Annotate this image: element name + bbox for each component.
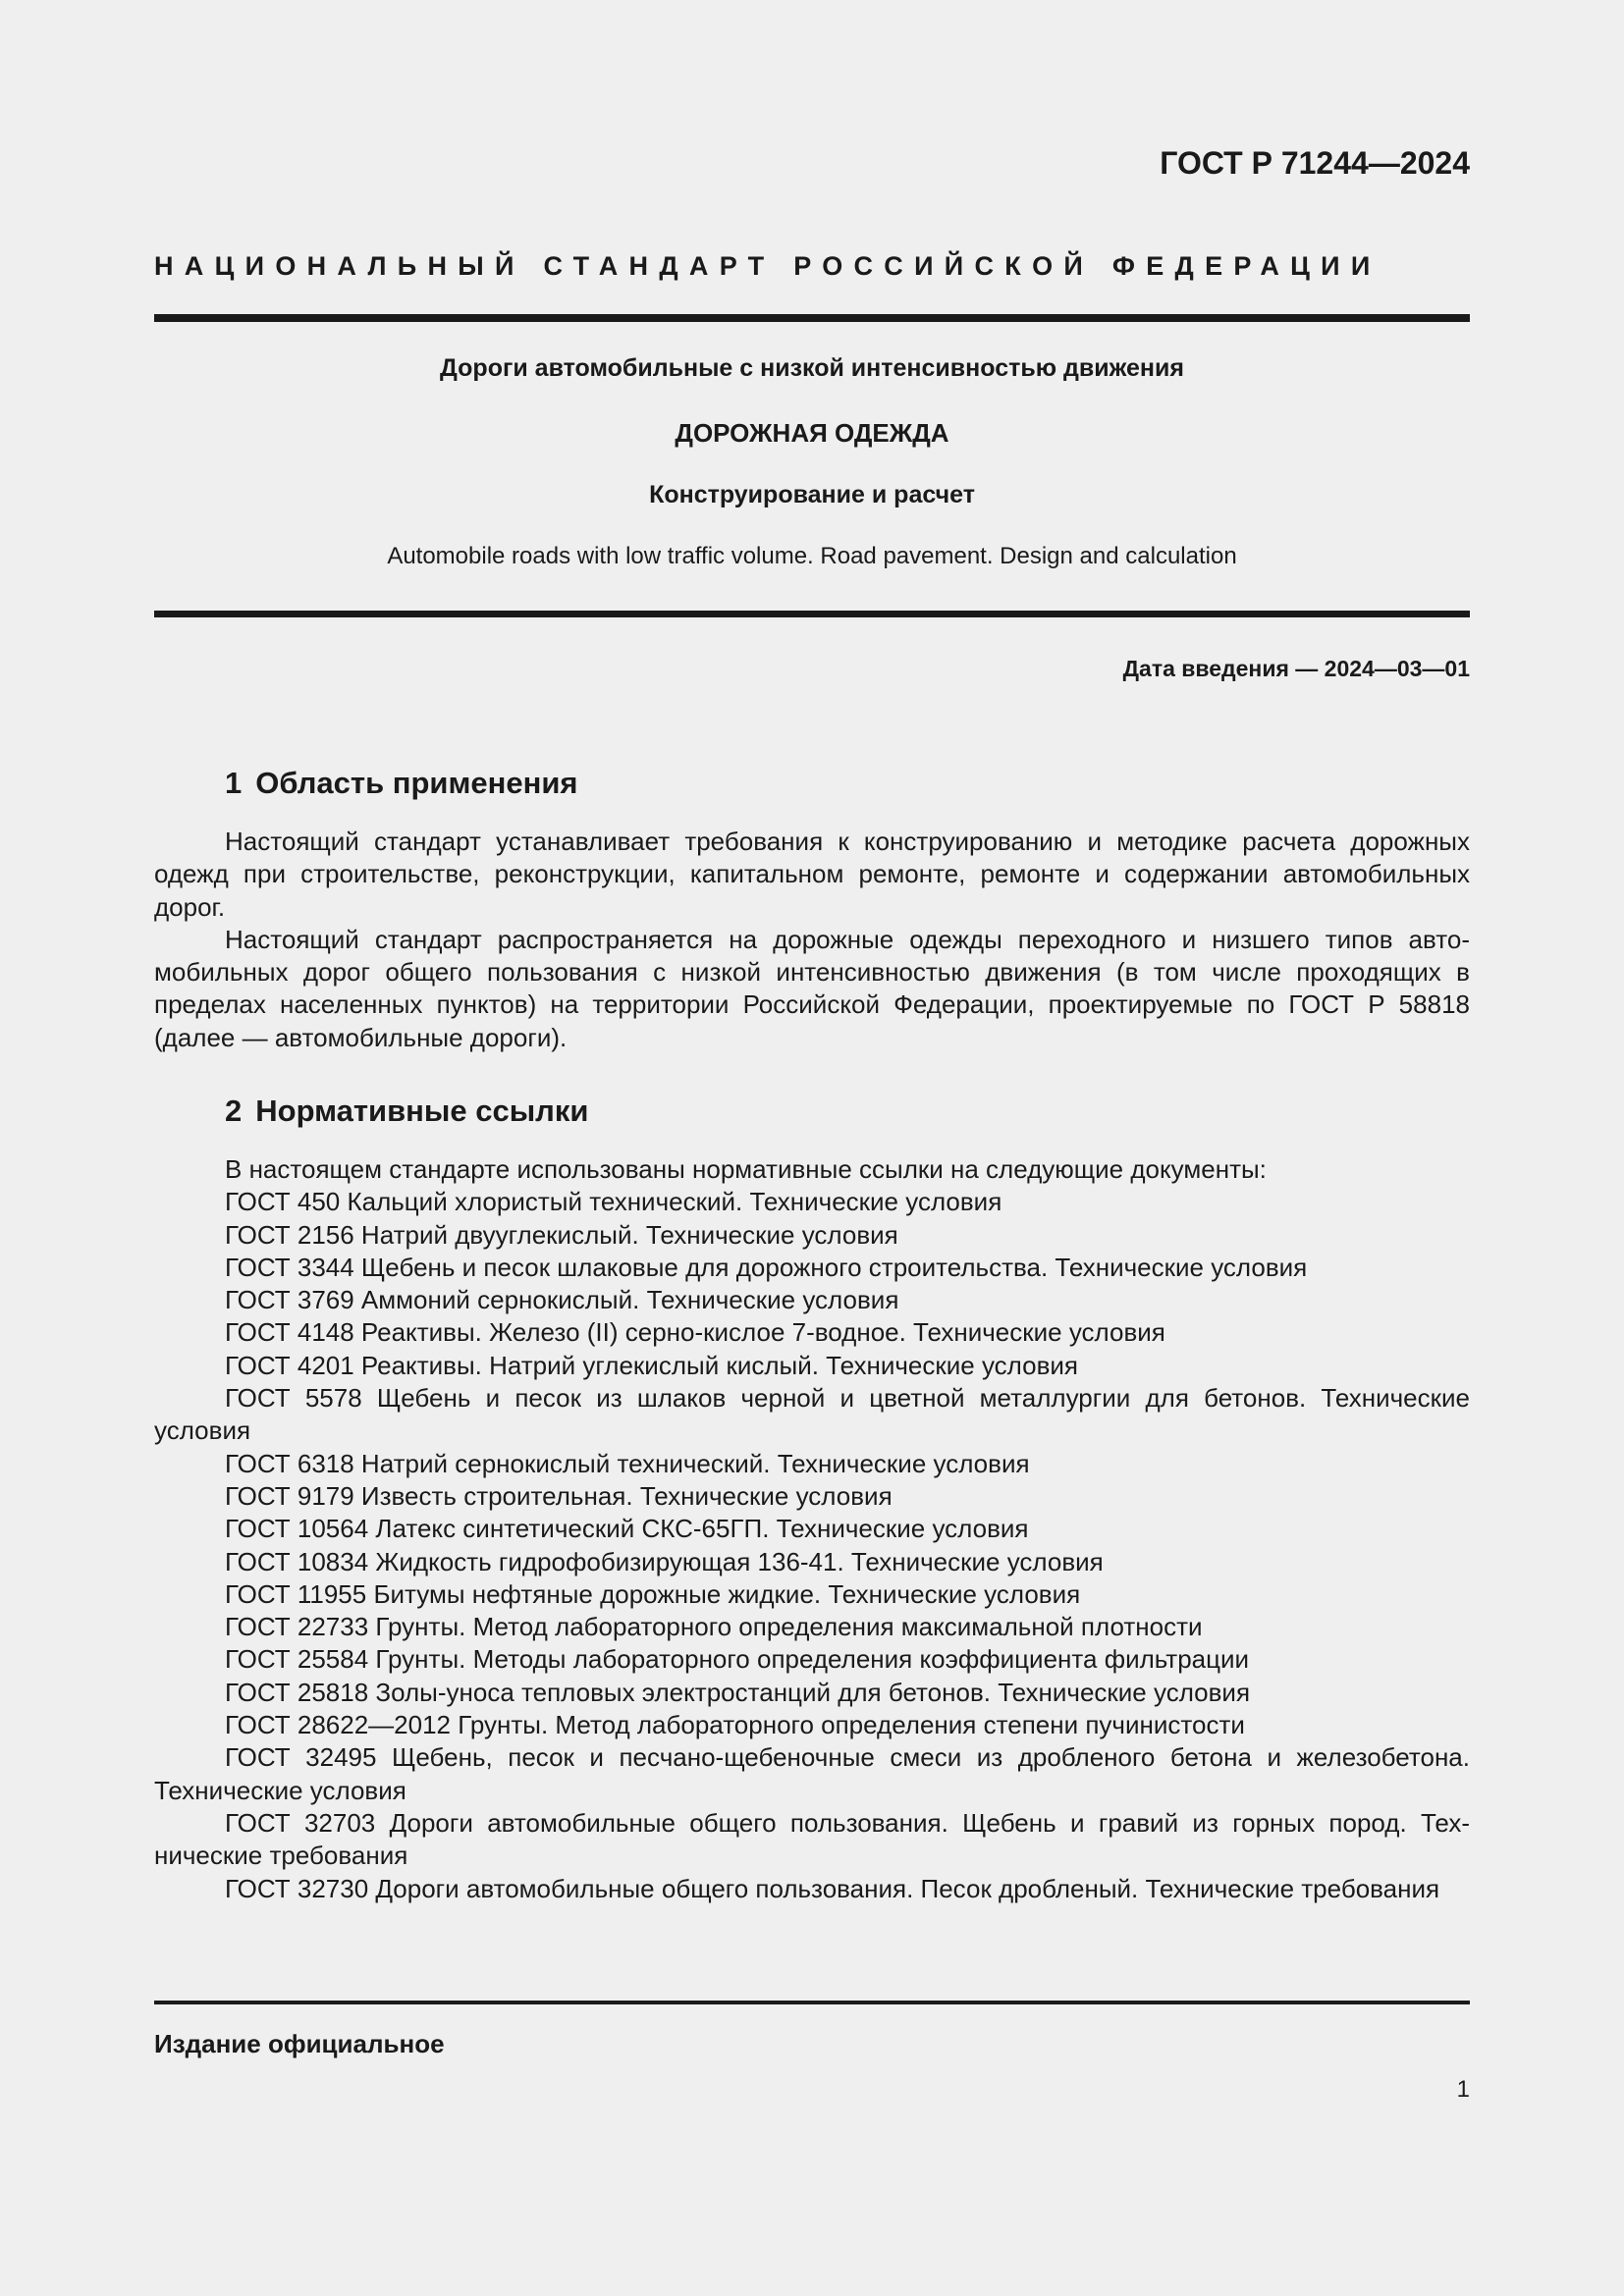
reference-item: ГОСТ 3344 Щебень и песок шлаковые для дорожного строительства. Технические условия	[225, 1252, 1308, 1282]
document-number: ГОСТ Р 71244—2024	[1160, 145, 1470, 181]
document-title: Дороги автомобильные с низкой интенсивностью движения	[440, 354, 1184, 382]
reference-item: ГОСТ 6318 Натрий сернокислый технический. Технические условия	[225, 1448, 1030, 1478]
reference-item: ГОСТ 32495 Щебень, песок и песчано-щебеночные смеси из дробленого бетона и железобетона. Технические условия	[154, 1742, 1470, 1805]
page-number: 1	[1456, 2076, 1470, 2103]
section-1-heading	[225, 766, 578, 801]
reference-item: ГОСТ 25584 Грунты. Методы лабораторного определения коэффициента фильтрации	[225, 1644, 1250, 1675]
footer-divider	[154, 2001, 1470, 2004]
section-2-number: 2	[225, 1094, 243, 1128]
reference-item: ГОСТ 22733 Грунты. Метод лабораторного определения максимальной плотности	[225, 1612, 1203, 1642]
paragraph: Настоящий стандарт распространяется на дорожные одежды переходного и низшего типов автомобильных дорог общего пользования с низкой интенсивностью движения (в том числе проходящих в пределах населенных пунктов) на территории Российской Федерации, проектируемые по ГОСТ Р 58818 (далее — автомобильные дороги).	[154, 924, 1470, 1052]
reference-item: ГОСТ 450 Кальций хлористый технический. Технические условия	[225, 1187, 1002, 1217]
document-subject: ДОРОЖНАЯ ОДЕЖДА	[675, 418, 949, 448]
english-title: Automobile roads with low traffic volume. Road pavement. Design and calculation	[387, 543, 1237, 569]
reference-item: ГОСТ 32730 Дороги автомобильные общего пользования. Песок дробленый. Технические требования	[225, 1873, 1440, 1903]
references-intro: В настоящем стандарте использованы нормативные ссылки на следующие документы:	[225, 1154, 1267, 1184]
title-divider	[154, 611, 1470, 617]
reference-item: ГОСТ 11955 Битумы нефтяные дорожные жидкие. Технические условия	[225, 1578, 1081, 1609]
reference-item: ГОСТ 9179 Известь строительная. Технические условия	[225, 1480, 893, 1511]
reference-item: ГОСТ 28622—2012 Грунты. Метод лабораторного определения степени пучинистости	[225, 1710, 1245, 1740]
reference-item: ГОСТ 25818 Золы-уноса тепловых электростанций для бетонов. Технические условия	[225, 1677, 1251, 1707]
official-edition-label: Издание официальное	[154, 2029, 445, 2058]
section-1-title: Область применения	[255, 766, 578, 800]
reference-item: ГОСТ 2156 Натрий двууглекислый. Технические условия	[225, 1219, 898, 1250]
paragraph: Настоящий стандарт устанавливает требования к конструированию и методике расчета дорожных одежд при строительстве, реконструкции, капитальном ремонте, ремонте и содержании автомобильных дорог.	[154, 827, 1470, 922]
section-2-body	[154, 1153, 1470, 1905]
section-2-heading	[225, 1094, 588, 1129]
document-subtitle: Конструирование и расчет	[649, 481, 975, 508]
top-divider	[154, 314, 1470, 322]
introduction-date: Дата введения — 2024—03—01	[1122, 656, 1470, 681]
reference-item: ГОСТ 32703 Дороги автомобильные общего пользования. Щебень и гравий из горных пород. Технические требования	[154, 1807, 1470, 1871]
section-1-body	[154, 826, 1470, 1054]
reference-item: ГОСТ 10834 Жидкость гидрофобизирующая 136-41. Технические условия	[225, 1546, 1104, 1576]
reference-item: ГОСТ 10564 Латекс синтетический СКС-65ГП. Технические условия	[225, 1514, 1029, 1544]
section-1-number: 1	[225, 766, 243, 800]
national-standard-heading: НАЦИОНАЛЬНЫЙ СТАНДАРТ РОССИЙСКОЙ ФЕДЕРАЦИИ	[154, 251, 1381, 281]
reference-item: ГОСТ 4148 Реактивы. Железо (II) серно-кислое 7-водное. Технические условия	[225, 1317, 1165, 1348]
section-2-title: Нормативные ссылки	[255, 1094, 589, 1128]
reference-item: ГОСТ 5578 Щебень и песок из шлаков черной и цветной металлургии для бетонов. Технические условия	[154, 1383, 1470, 1446]
reference-item: ГОСТ 4201 Реактивы. Натрий углекислый кислый. Технические условия	[225, 1350, 1078, 1380]
reference-item: ГОСТ 3769 Аммоний сернокислый. Технические условия	[225, 1285, 899, 1315]
